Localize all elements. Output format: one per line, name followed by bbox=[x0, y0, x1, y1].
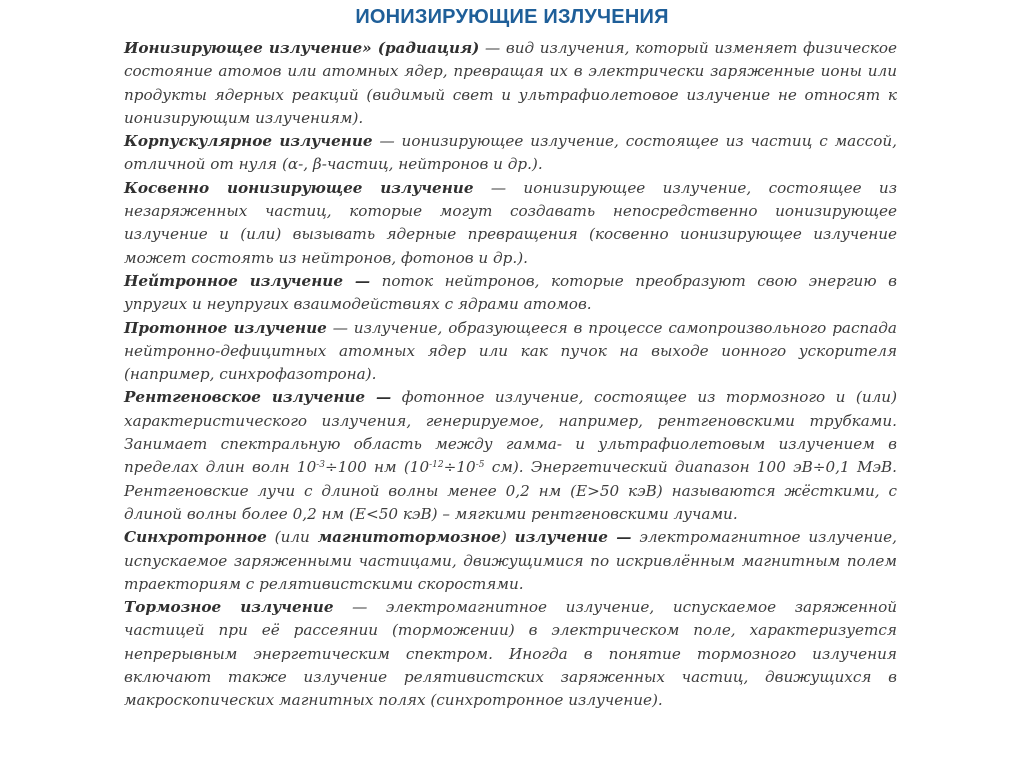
definition-corpuscular-radiation bbox=[124, 130, 897, 177]
definition-text: — ионизирующее излучение, состоящее из частиц с массой, отличной от нуля (α-, β-частиц, нейтронов и др.). bbox=[124, 132, 898, 174]
definition-text: электромагнитное излучение, испускаемое заряженными частицами, движущимися по искривлённым магнитным полем траекториям с релятивистскими скоростями. bbox=[124, 528, 897, 593]
definition-text: ÷10 bbox=[443, 458, 476, 477]
exponent: -12 bbox=[429, 460, 444, 471]
exponent: -5 bbox=[475, 460, 485, 471]
definition-xray-radiation bbox=[124, 386, 897, 526]
definition-text: — ионизирующее излучение, состоящее из незаряженных частиц, которые могут создавать непосредственно ионизирующее излучение и (или) вызывать ядерные превращения (косвенно ионизирующее излучение может состоять из нейтронов, фотонов и др.). bbox=[124, 178, 897, 267]
definitions-text bbox=[124, 37, 897, 713]
definition-neutron-radiation bbox=[124, 270, 897, 317]
definition-text: — электромагнитное излучение, испускаемое заряженной частицей при её рассеянии (торможении) в электрическом поле, характеризуется непрерывным энергетическим спектром. Иногда в понятие тормозного излучения включают также излучение релятивистских заряженных частиц, движущихся в макроскопических магнитных полях (синхротронное излучение). bbox=[124, 598, 897, 710]
definition-text: ÷100 нм (10 bbox=[325, 458, 430, 477]
definition-term: Нейтронное излучение — bbox=[124, 271, 371, 290]
exponent: -3 bbox=[316, 460, 326, 471]
definition-term: Рентгеновское излучение — bbox=[124, 388, 392, 407]
definition-text: — вид излучения, который изменяет физическое состояние атомов или атомных ядер, превращая их в электрически заряженные ионы или продукты ядерных реакций (видимый свет и ультрафиолетовое излучение не относят к ионизирующим излучениям). bbox=[124, 39, 897, 127]
definition-term: Синхротронное bbox=[124, 528, 267, 547]
definition-bremsstrahlung bbox=[124, 596, 897, 712]
definition-synchrotron-radiation bbox=[124, 526, 897, 596]
definition-text: (или bbox=[266, 528, 318, 547]
definition-text: поток нейтронов, которые преобразуют свою энергию в упругих и неупругих взаимодействиях с ядрами атомов. bbox=[124, 271, 897, 314]
definition-proton-radiation bbox=[124, 317, 897, 387]
definition-term: Косвенно ионизирующее излучение bbox=[124, 178, 474, 197]
definition-text: ) bbox=[500, 528, 515, 547]
definition-ionizing-radiation bbox=[124, 37, 897, 130]
definition-text: см). Энергетический диапазон 100 эВ÷0,1 МэВ. Рентгеновские лучи с длиной волны менее 0,2 нм (E>50 кэВ) называются жёсткими, с длиной волны более 0,2 нм (E<50 кэВ) – мягкими рентгеновскими лучами. bbox=[124, 458, 897, 523]
definition-term: магнитотормозное bbox=[317, 528, 501, 547]
definition-term: Корпускулярное излучение bbox=[124, 132, 373, 151]
definition-text: — излучение, образующееся в процессе самопроизвольного распада нейтронно-дефицитных атомных ядер или как пучок на выходе ионного ускорителя (например, синхрофазотрона). bbox=[124, 318, 897, 384]
definition-term: Тормозное излучение bbox=[124, 598, 334, 617]
definition-term: Протонное излучение bbox=[124, 318, 327, 337]
slide-title: ИОНИЗИРУЮЩИЕ ИЗЛУЧЕНИЯ bbox=[355, 6, 669, 28]
definition-text: фотонное излучение, состоящее из тормозного и (или) характеристического излучения, генерируемое, например, рентгеновскими трубками. Занимает спектральную область между гамма- и ультрафиолетовым излучением в пределах длин волн 10 bbox=[124, 388, 897, 477]
definition-indirect-ionizing-radiation bbox=[124, 177, 897, 270]
definition-term: излучение — bbox=[514, 528, 632, 547]
definition-term: Ионизирующее излучение» (радиация) bbox=[124, 39, 480, 57]
